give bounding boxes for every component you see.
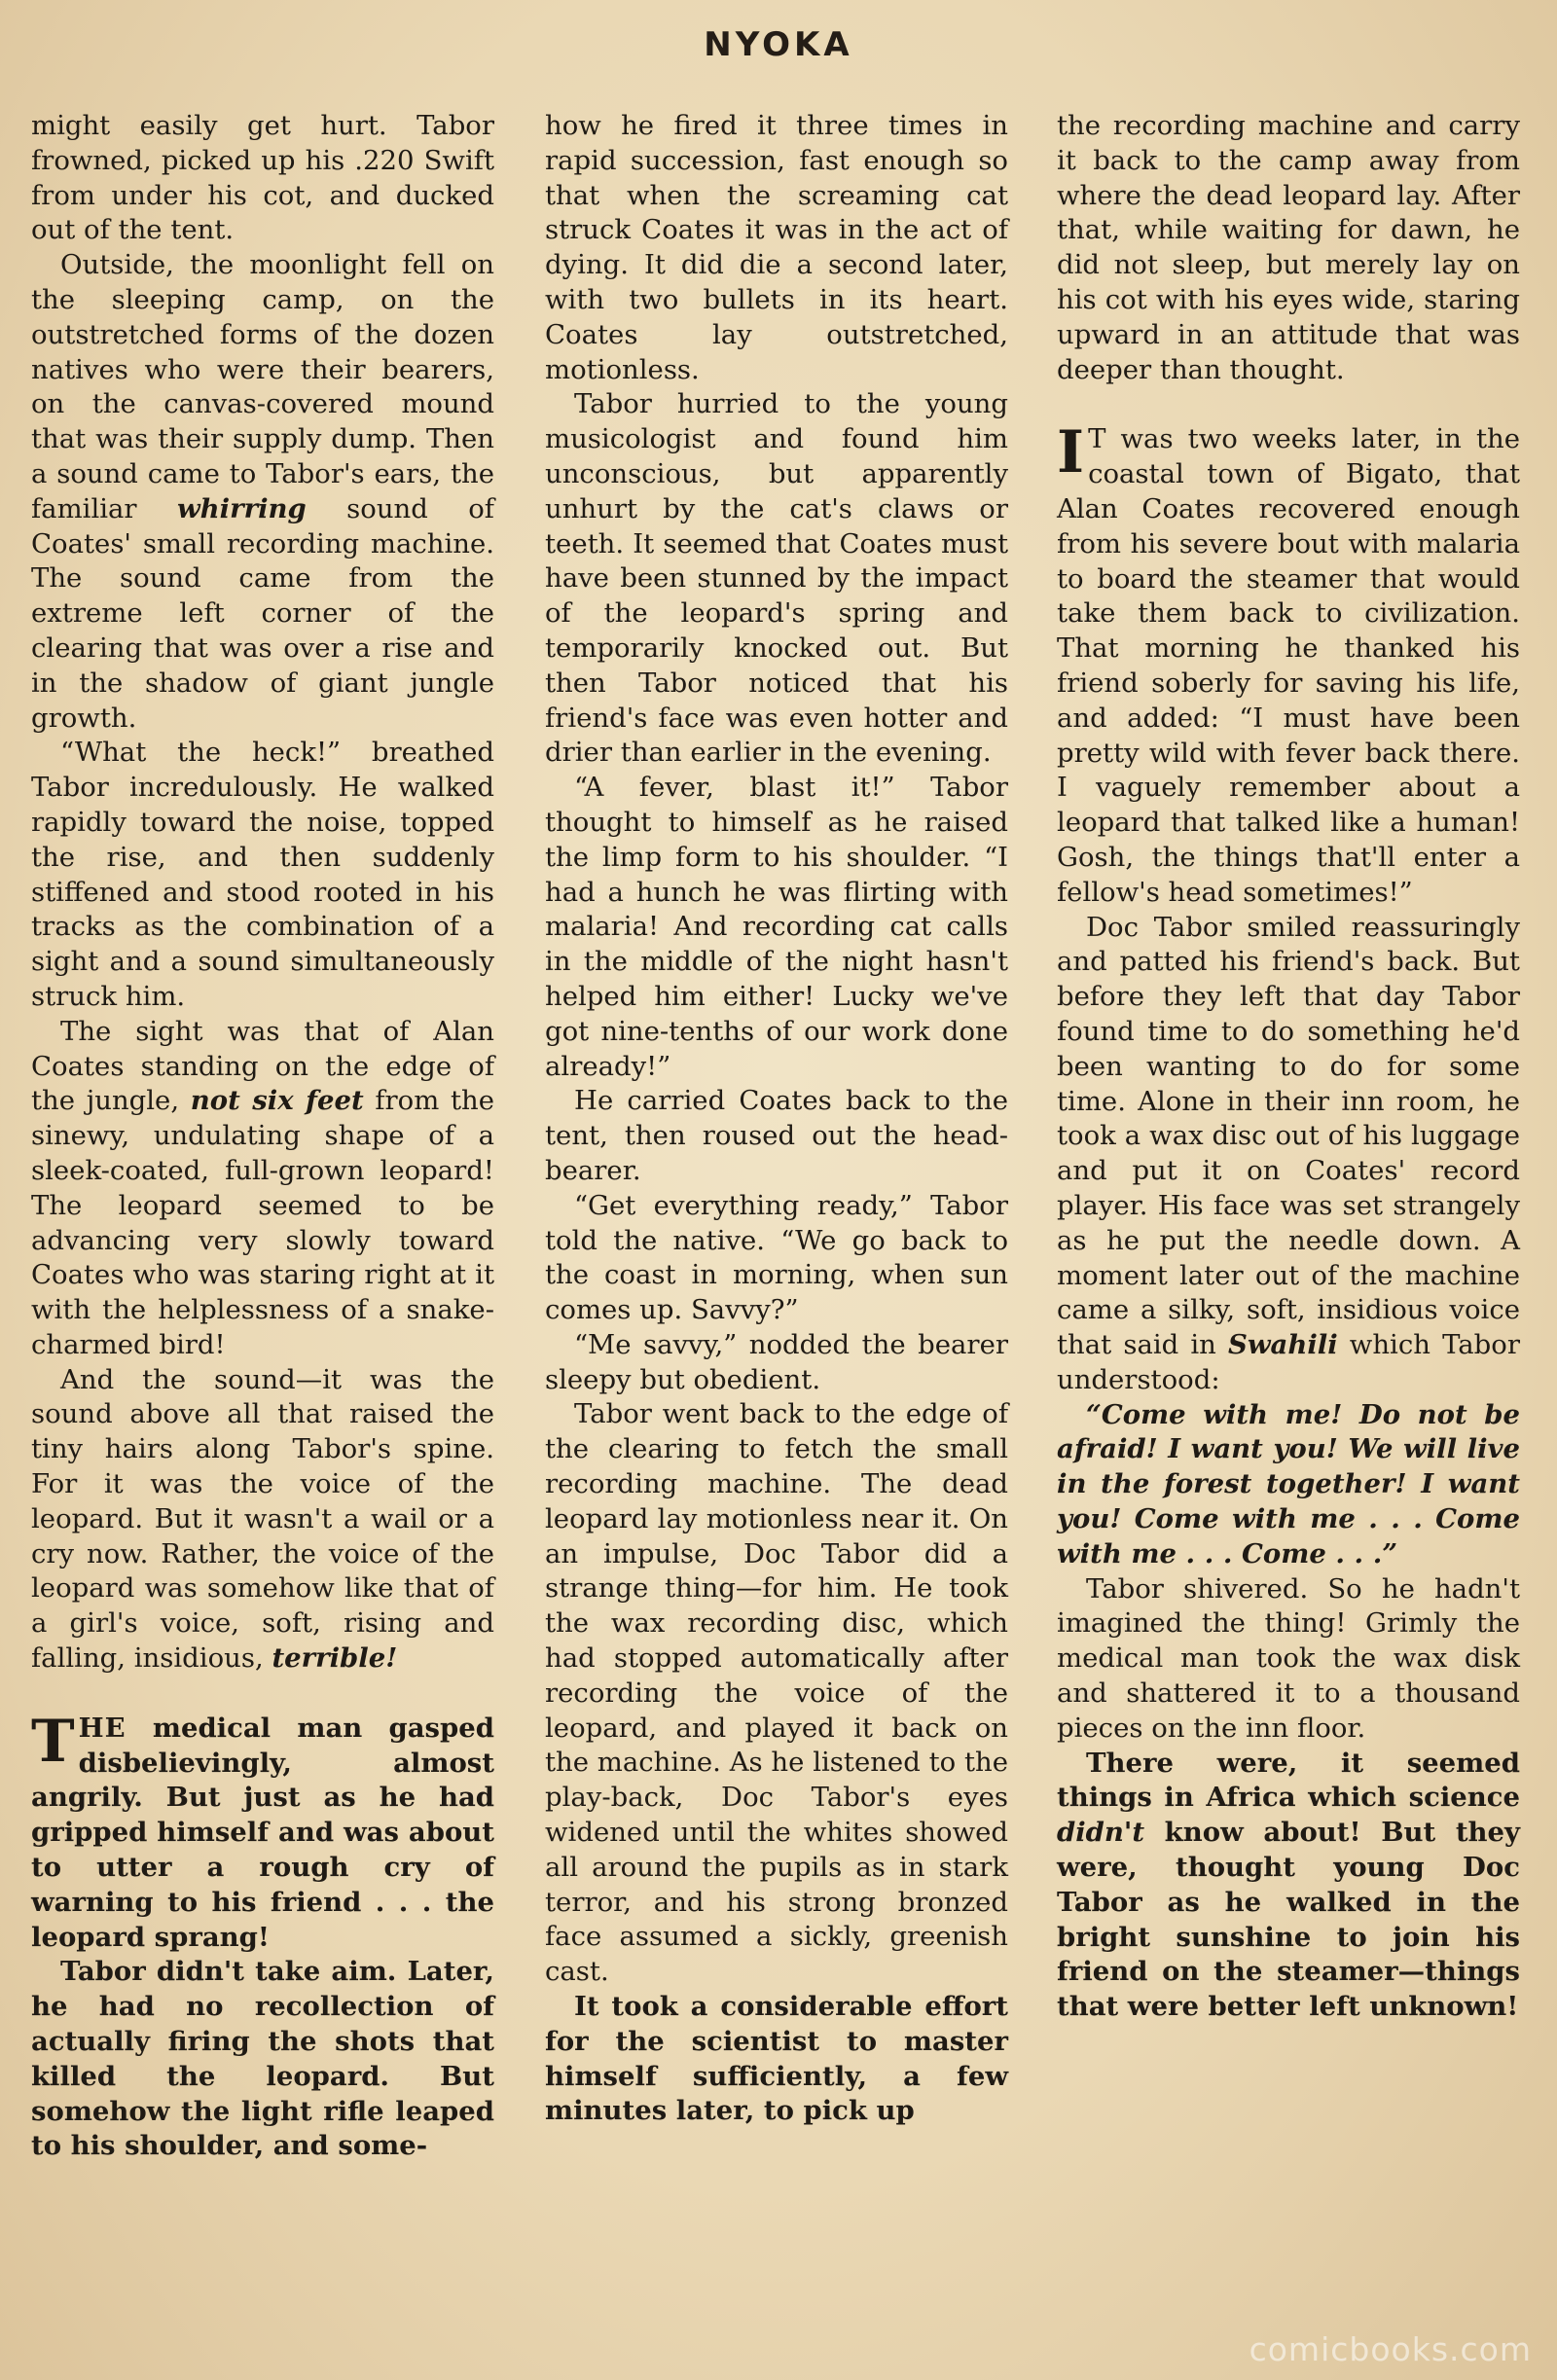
- quoted-message: “Come with me! Do not be afraid! I want you! We will live in the forest together! I want you! Come with me . . . Come with me . . . Come . . .”: [1057, 1398, 1520, 1569]
- paragraph: “Get everything ready,” Tabor told the native. “We go back to the coast in morning, when sun comes up. Savvy?”: [545, 1189, 1008, 1326]
- paragraph: Tabor didn't take aim. Later, he had no recollection of actually firing the shots that killed the leopard. But somehow the light rifle leaped to his shoulder, and some-: [31, 1956, 494, 2162]
- emphasis-text: whirring: [176, 492, 307, 524]
- page-title: NYOKA: [704, 25, 853, 64]
- paragraph: “Me savvy,” nodded the bearer sleepy but obedient.: [545, 1328, 1008, 1395]
- paragraph: [31, 248, 494, 736]
- text-column-left: [31, 109, 494, 2164]
- section-paragraph: [31, 1707, 494, 1956]
- paragraph: [31, 1015, 494, 1363]
- text-run: And the sound—it was the sound above all that raised the tiny hairs along Tabor's spine. For it was the voice of the leopard. But it wasn't a wail or a cry now. Rather, the voice of the leopard was somehow like that of a girl's voice, soft, rising and falling, insidious,: [31, 1363, 494, 1675]
- text-run: know about! But they were, thought young Doc Tabor as he walked in the bright sunshine to join his friend on the steamer—things that were better left unknown!: [1057, 1817, 1520, 2023]
- paragraph: “What the heck!” breathed Tabor incredulously. He walked rapidly toward the noise, topped the rise, and then suddenly stiffened and stood rooted in his tracks as the combination of a sight and a sound simultaneously struck him.: [31, 737, 494, 1012]
- emphasis-text: Swahili: [1227, 1329, 1338, 1361]
- drop-cap: I: [1057, 418, 1085, 487]
- text-run: Doc Tabor smiled reassuringly and patted his friend's back. But before they left that day Tabor found time to do something he'd been wanting to do for some time. Alone in their inn room, he took a wax disc out of his luggage and put it on Coates' record player. His face was set strangely as he put the needle down. A moment later out of the machine came a silky, soft, insidious voice that said in: [1057, 911, 1520, 1361]
- paragraph: He carried Coates back to the tent, then roused out the head-bearer.: [545, 1085, 1008, 1186]
- paragraph: [1057, 911, 1520, 1398]
- text-run: from the sinewy, undulating shape of a sleek-coated, full-grown leopard! The leopard seemed to be advancing very slowly toward Coates who was staring right at it with the helplessness of a snake-charmed bird!: [31, 1085, 494, 1360]
- emphasis-text: not six feet: [190, 1085, 364, 1117]
- text-run: There were, it seemed things in Africa which science: [1057, 1747, 1520, 1814]
- section-paragraph: [1057, 418, 1520, 910]
- text-run: T was two weeks later, in the coastal town of Bigato, that Alan Coates recovered enough from his severe bout with malaria to board the steamer that would take them back to civilization. That morning he thanked his friend soberly for saving his life, and added: “I must have been pretty wild with fever back there. I vaguely remember about a leopard that talked like a human! Gosh, the things that'll enter a fellow's head sometimes!”: [1057, 423, 1520, 908]
- text-run: Outside, the moonlight fell on the sleeping camp, on the outstretched forms of the dozen natives who were their bearers, on the canvas-covered mound that was their supply dump. Then a sound came to Tabor's ears, the familiar: [31, 249, 494, 524]
- paragraph: Tabor shivered. So he hadn't imagined the thing! Grimly the medical man took the wax disk and shattered it to a thousand pieces on the inn floor.: [1057, 1572, 1520, 1744]
- emphasis-text: didn't: [1057, 1817, 1145, 1849]
- paragraph: It took a considerable effort for the scientist to master himself sufficiently, a few minutes later, to pick up: [545, 1991, 1008, 2127]
- text-run: which Tabor understood:: [1057, 1329, 1520, 1395]
- site-watermark: comicbooks.com: [1249, 2330, 1532, 2368]
- paragraph: might easily get hurt. Tabor frowned, picked up his .220 Swift from under his cot, and ducked out of the tent.: [31, 110, 494, 246]
- paragraph: Tabor went back to the edge of the clearing to fetch the small recording machine. The dead leopard lay motionless near it. On an impulse, Doc Tabor did a strange thing—for him. He took the wax recording disc, which had stopped automatically after recording the voice of the leopard, and played it back on the machine. As he listened to the play-back, Doc Tabor's eyes widened until the whites showed all around the pupils as in stark terror, and his strong bronzed face assumed a sickly, greenish cast.: [545, 1398, 1008, 1988]
- drop-cap: T: [31, 1707, 75, 1776]
- paragraph: how he fired it three times in rapid succession, fast enough so that when the screaming cat struck Coates it was in the act of dying. It did die a second later, with two bullets in its heart. Coates lay outstretched, motionless.: [545, 110, 1008, 385]
- text-column-middle: [545, 109, 1008, 2129]
- paragraph: “A fever, blast it!” Tabor thought to himself as he raised the limp form to his shoulder. “I had a hunch he was flirting with malaria! And recording cat calls in the middle of the night hasn't helped him either! Lucky we've got nine-tenths of our work done already!”: [545, 772, 1008, 1082]
- paragraph: [1057, 1747, 1520, 2025]
- emphasis-text: terrible!: [272, 1642, 398, 1675]
- text-run: The sight was that of Alan Coates standing on the edge of the jungle,: [31, 1015, 494, 1117]
- text-run: sound of Coates' small recording machine. The sound came from the extreme left corner of the clearing that was over a rise and in the shadow of giant jungle growth.: [31, 492, 494, 734]
- text-run: medical man gasped disbelievingly, almost angrily. But just as he had gripped himself and was about to utter a rough cry of warning to his friend . . . the leopard sprang!: [31, 1712, 494, 1953]
- paragraph: [31, 1363, 494, 1677]
- lead-word: HE: [78, 1712, 127, 1744]
- paragraph: Tabor hurried to the young musicologist and found him unconscious, but apparently unhurt by the cat's claws or teeth. It seemed that Coates must have been stunned by the impact of the leopard's spring and temporarily knocked out. But then Tabor noticed that his friend's face was even hotter and drier than earlier in the evening.: [545, 388, 1008, 769]
- text-column-right: [1057, 109, 1520, 2025]
- paragraph: the recording machine and carry it back to the camp away from where the dead leopard lay. After that, while waiting for dawn, he did not sleep, but merely lay on his cot with his eyes wide, staring upward in an attitude that was deeper than thought.: [1057, 110, 1520, 385]
